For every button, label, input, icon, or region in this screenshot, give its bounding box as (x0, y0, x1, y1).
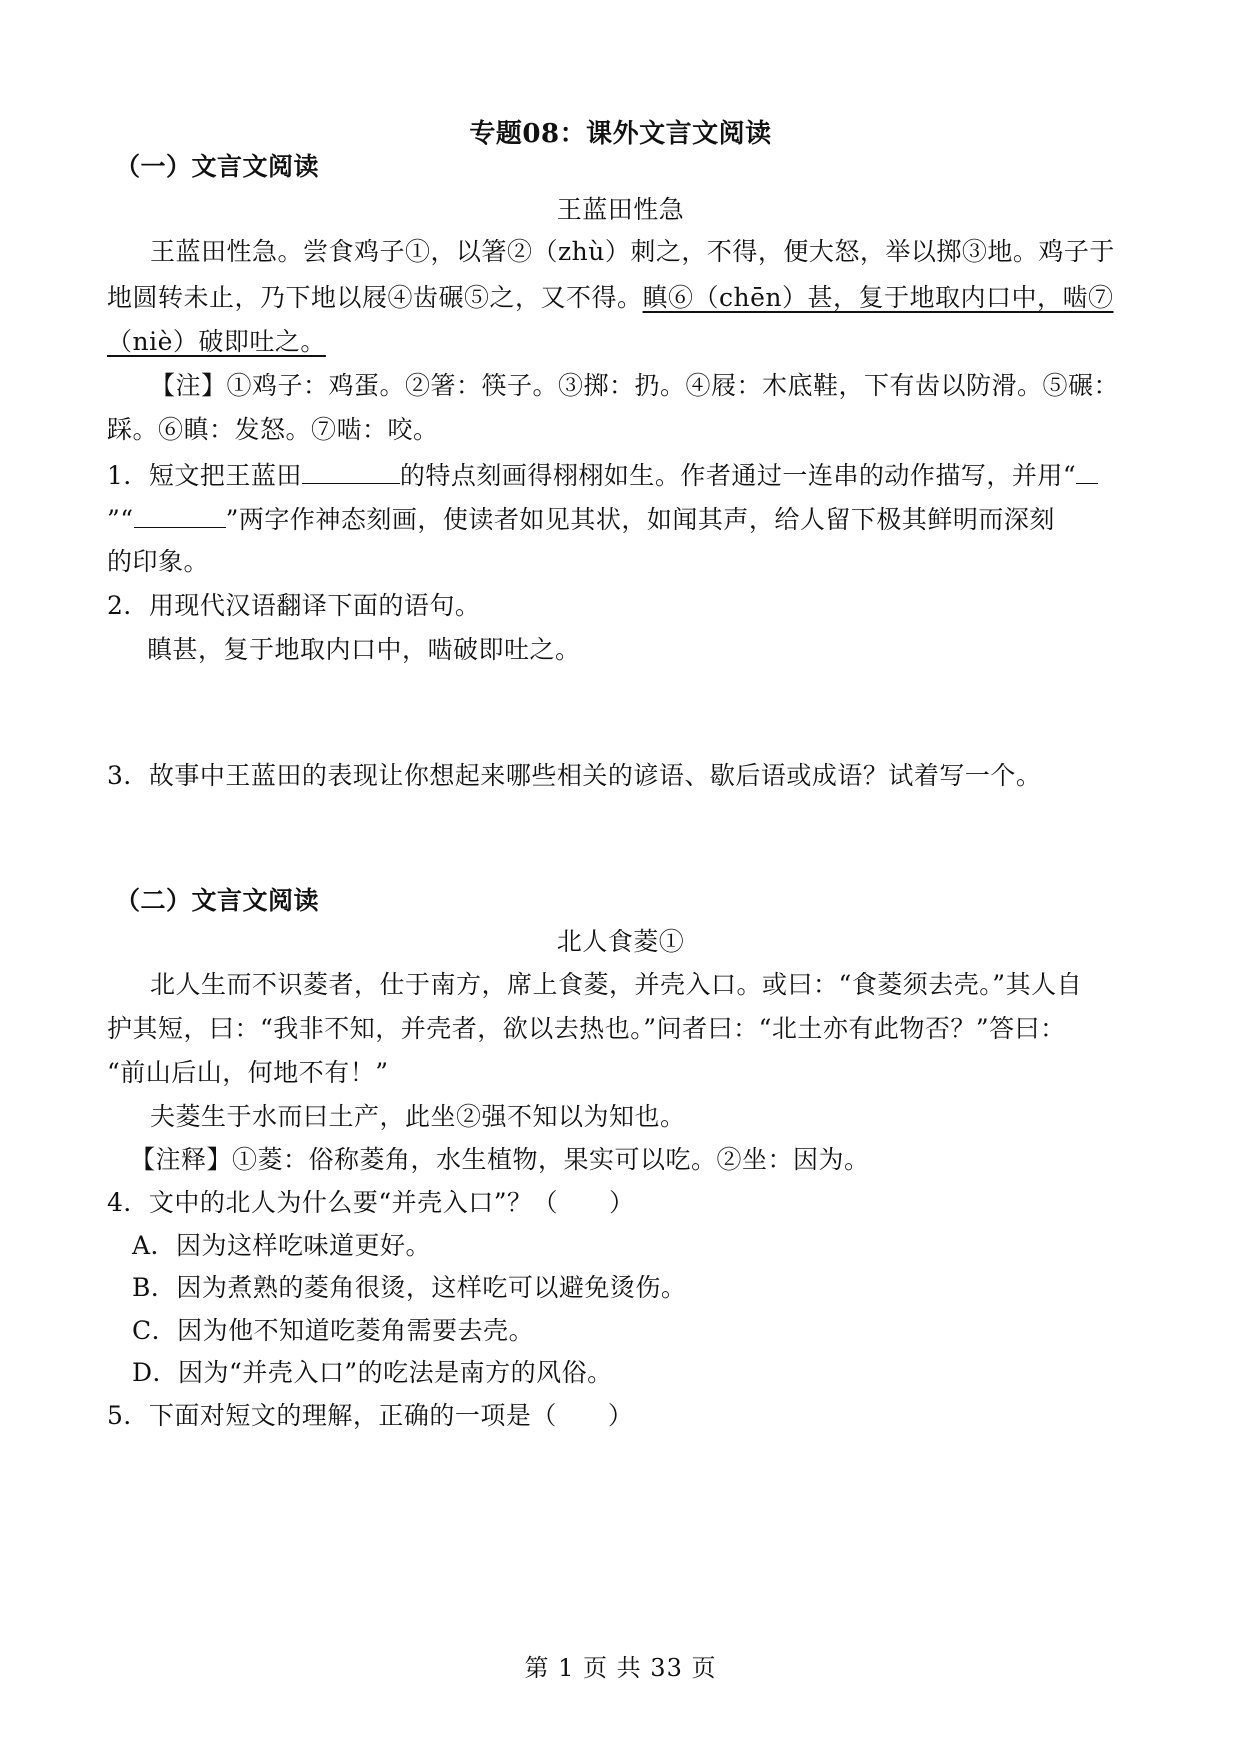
passage-2-line-1: 北人生而不识菱者，仕于南方，席上食菱，并壳入口。或曰：“食菱须去壳。”其人自 (150, 970, 1083, 999)
page-title: 专题08：课外文言文阅读 (469, 119, 772, 149)
passage-1-underlined-sentence-part-2: （niè）破即吐之。 (107, 327, 326, 356)
page-footer: 第 1 页 共 33 页 (524, 1654, 717, 1682)
question-1-text-a: 1．短文把王蓝田 (107, 461, 302, 490)
question-3: 3．故事中王蓝田的表现让你想起来哪些相关的谚语、歇后语或成语？试着写一个。 (107, 761, 1042, 790)
question-4-option-c: C．因为他不知道吃菱角需要去壳。 (132, 1316, 535, 1345)
passage-1-line-1: 王蓝田性急。尝食鸡子①，以箸②（zhù）刺之，不得，便大怒，举以掷③地。鸡子于 (150, 237, 1115, 266)
question-2-sentence: 瞋甚，复于地取内口中，啮破即吐之。 (147, 635, 581, 664)
question-5: 5．下面对短文的理解，正确的一项是（ ） (107, 1401, 634, 1430)
question-1-line-3: 的印象。 (107, 547, 210, 576)
section-1-heading: （一）文言文阅读 (115, 152, 320, 181)
question-4-option-a: A．因为这样吃味道更好。 (132, 1231, 432, 1260)
passage-1-title: 王蓝田性急 (556, 195, 685, 224)
passage-1-line-2 (107, 281, 1114, 315)
question-1-line-2 (107, 501, 1055, 537)
passage-2-line-4: 夫菱生于水而曰土产，此坐②强不知以为知也。 (150, 1102, 686, 1131)
passage-1-line-3 (107, 325, 326, 359)
question-1-text-b: 的特点刻画得栩栩如生。作者通过一连串的动作描写，并用“ (399, 461, 1077, 490)
answer-blank-2[interactable] (1076, 457, 1098, 484)
passage-2-title: 北人食菱① (556, 927, 685, 956)
passage-1-underlined-sentence-part-1: 瞋⑥（chēn）甚，复于地取内口中，啮⑦ (642, 283, 1114, 312)
question-1-line-1 (107, 457, 1098, 493)
passage-2-note: 【注释】①菱：俗称菱角，水生植物，果实可以吃。②坐：因为。 (130, 1145, 870, 1174)
answer-blank-3[interactable] (134, 501, 226, 528)
question-4-option-d: D．因为“并壳入口”的吃法是南方的风俗。 (132, 1358, 613, 1387)
section-2-heading: （二）文言文阅读 (115, 886, 320, 915)
question-4: 4．文中的北人为什么要“并壳入口”？（ ） (107, 1188, 635, 1217)
passage-1-line-2-text: 地圆转未止，乃下地以屐④齿碾⑤之，又不得。 (107, 283, 643, 312)
question-1-text-c: ”“ (107, 505, 134, 534)
question-4-option-b: B．因为煮熟的菱角很烫，这样吃可以避免烫伤。 (132, 1273, 687, 1302)
passage-2-line-3: “前山后山，何地不有！” (107, 1058, 389, 1087)
question-1-text-d: ”两字作神态刻画，使读者如见其状，如闻其声，给人留下极其鲜明而深刻 (225, 505, 1055, 534)
passage-2-line-2: 护其短，曰：“我非不知，并壳者，欲以去热也。”问者曰：“北土亦有此物否？”答曰： (107, 1014, 1066, 1043)
answer-blank-1[interactable] (302, 457, 400, 484)
question-2: 2．用现代汉语翻译下面的语句。 (107, 591, 481, 620)
passage-1-note-line-2: 踩。⑥瞋：发怒。⑦啮：咬。 (107, 415, 439, 444)
passage-1-note-line-1: 【注】①鸡子：鸡蛋。②箸：筷子。③掷：扔。④屐：木底鞋，下有齿以防滑。⑤碾： (150, 371, 1120, 400)
